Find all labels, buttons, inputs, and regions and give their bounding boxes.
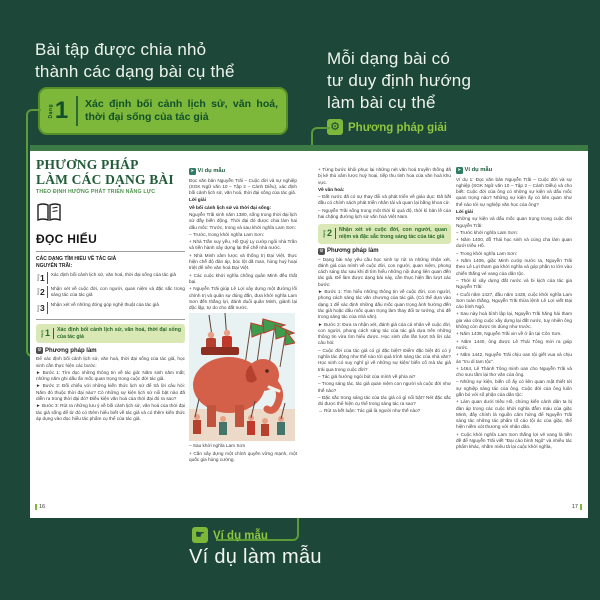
dang-number: 1 xyxy=(40,272,45,283)
lam-son-illustration xyxy=(189,313,295,441)
text-line: ► Bước 2: Đối chiếu với những kiến thức lịch sử để trả lời câu hỏi: Năm đó thuộc thời đại nào? Có những sự kiện lịch sử nổi bật nào đã diễn ra trong thời đại đó? Điều kiện văn hoá của thời đại đó ra sao? xyxy=(36,383,185,402)
dang-list-item xyxy=(36,286,185,300)
title-line: làm bài cụ thể xyxy=(327,93,436,112)
text-line: ► Bước 2: Đưa ra nhận xét, đánh giá của cá nhân về cuộc đời, con người, phong cách sáng tác của tác giả dựa trên những thông tin vừa tìm hiểu được. Học sinh cần lần lượt trả lời các câu hỏi: xyxy=(318,321,451,346)
text-line: Ví dụ 1: Đọc văn bản Nguyễn Trãi – Cuộc đời và sự nghiệp (SGK Ngữ văn 10 – Tập 2 – Cánh Diều) và cho biết: Cuộc đời của ông có những sự kiện và dấu mốc quan trọng nào? Những sự kiện ấy có liên quan như thế nào tới sự nghiệp văn học của ông? xyxy=(456,176,572,207)
method-heading-label: Phương pháp làm xyxy=(45,347,97,354)
dang-label: Dạng xyxy=(47,103,54,119)
text-line: – Trước, trong khởi nghĩa Lam Sơn: xyxy=(189,231,265,237)
method-paragraphs xyxy=(318,257,451,415)
dang-number: 3 xyxy=(40,303,45,314)
arrow-icon: ➤ xyxy=(190,168,195,173)
open-book-icon xyxy=(36,202,62,223)
method-heading xyxy=(36,347,185,354)
dang-label: Dạng xyxy=(36,304,40,312)
text-line: + Năm 1439, Nguyễn Trãi xin về ở ẩn tại Côn Sơn. xyxy=(456,331,562,337)
text-line: + Nguyễn Trãi giúp Lê Lợi xây dựng một đường lối chính trị và quân sự đúng đắn, đưa khởi nghĩa Lam Sơn đến thắng lợi, đánh đuổi quân Minh, giành lại độc lập, tự do cho đất nước. xyxy=(189,286,297,311)
dang-number: 1 xyxy=(45,328,54,339)
title-line: PHƯƠNG PHÁP xyxy=(36,157,139,172)
divider xyxy=(36,319,185,320)
dang1-highlight-box xyxy=(36,324,185,343)
text-line: – Đặc sắc trong sáng tác của tác giả có gì nổi bật? Nét đặc sắc đó được thể hiện cụ thể trong sáng tác ra sao? xyxy=(318,394,451,407)
top-left-title xyxy=(35,39,235,83)
title-line: Bài tập được chia nhỏ xyxy=(35,40,207,59)
dang-item-badge xyxy=(36,272,48,284)
subheading: CÁC DẠNG TÌM HIỂU VỀ TÁC GIẢ xyxy=(36,256,117,262)
text-line: ► Bước 1: Tìm hiểu những thông tin về cuộc đời, con người, phong cách sáng tác văn chương của tác giả. (Có thể dựa vào dạng 1 để xác định những dấu mốc quan trọng ảnh hưởng đến tác giả hoặc dấu mốc quan trọng làm thay đổi tư tưởng, chủ đề trong sáng tác của nhà văn). xyxy=(318,289,451,320)
text-line: ► Bước 3: Rút ra những lưu ý về bối cảnh lịch sử, văn hoá của thời đại tác giả sống để từ đó có thêm hiểu biết về tác giả và có thêm kiến thức áp dụng vào đọc hiểu tác phẩm cụ thể của tác giả. xyxy=(36,403,185,421)
text-line: ► Bước 1: Tìm đọc những thông tin về tác giả: Năm sinh năm mất; những năm ghi dấu ấn mốc quan trọng trong cuộc đời tác giả. xyxy=(36,369,185,382)
dang2-highlight-box xyxy=(318,224,451,243)
dang-number-zone xyxy=(40,97,76,125)
text-line: + 1464, Lê Thánh Tông minh oan cho Nguyễn Trãi và cho sưu tầm lại thơ văn của ông. xyxy=(456,365,572,378)
text-line: – Nguyễn Trãi sống trong một thời kì quá độ, thời kì bản lề của hai chặng đường lịch sử văn hoá Việt Nam. xyxy=(318,207,451,220)
text-line: + Cuộc khởi nghĩa Lam Sơn thắng lợi vẻ vang là tiền đề để Nguyễn Trãi viết “Đại cáo bình Ngô” và nhiều tác phẩm khác, nhằm miêu tả lại cuộc khởi nghĩa, xyxy=(456,431,572,450)
method-badge-label: Phương pháp giải xyxy=(348,122,447,134)
text-line: + Làm quan dưới triều Hồ, chứng kiến cảnh dân ta bị đàn áp trong các cuộc khởi nghĩa đẫm máu của giặc Minh, đây chính là nguồn cảm hứng để Nguyễn Trãi sáng tác những tác phẩm tố cáo tội ác của giặc, thể hiện niềm xót thương với nhân dân. xyxy=(456,399,572,430)
dang-box-text: Xác định bối cảnh lịch sử, văn hoá, thời đại sống của tác giả xyxy=(57,327,181,340)
title-line: thành các dạng bài cụ thể xyxy=(35,62,235,81)
dang-label: Dạng xyxy=(322,230,326,238)
dang-number: 2 xyxy=(327,228,336,239)
text-line: Lời giải xyxy=(189,197,206,203)
left-page-column-2 xyxy=(189,168,297,464)
text-line: → Rút ra kết luận: Tác giả là người như thế nào? xyxy=(318,408,421,414)
text-line: + Sau này hoà bình lập lại, Nguyễn Trãi hăng hái tham gia vào công cuộc xây dựng lại đất nước, tuy nhiên ông không còn được tin dùng như trước. xyxy=(456,311,572,330)
gear-icon: ⚙ xyxy=(327,119,343,135)
text-line: + Cần xây dựng một chính quyền vững mạnh, một quốc gia hùng cường. xyxy=(189,450,297,463)
text-line: Về văn hoá: xyxy=(318,186,345,192)
page-number-left: 16 xyxy=(35,504,45,510)
text-line: – Những sự kiện, biến cố ấy có liên quan mật thiết tới sự nghiệp sáng tác của ông. Cuộc đời của ông luôn gắn bó với số phận của dân tộc: xyxy=(456,379,572,397)
text-line: Lời giải xyxy=(456,208,473,214)
dang-number: 1 xyxy=(54,97,69,124)
dang-label: Dạng xyxy=(36,273,40,282)
text-line: + Nhà Minh xâm lược và thống trị Đại Việt, thực hiện chế độ đàn áp, bóc lột dã man, hòng huỷ hoại triệt để nền văn hoá Đại Việt. xyxy=(189,252,297,271)
text-line: + Năm 1442, Nguyễn Trãi chịu oan tội giết vua và chịu án “tru di tam tộc”. xyxy=(456,352,572,364)
title-line: tư duy định hướng xyxy=(327,71,472,90)
gear-icon: ⚙ xyxy=(319,247,324,254)
dang-list-item xyxy=(36,272,185,284)
dang-item-text: Xác định bối cảnh lịch sử, văn hoá, thời đại sống của tác giả xyxy=(50,271,177,277)
example-heading-label: Ví dụ mẫu xyxy=(464,167,493,174)
text-line: Về bối cảnh lịch sử và thời đại sống: xyxy=(189,204,272,210)
arrow-icon: ➤ xyxy=(457,167,462,172)
text-line: – Dạng bài này yêu cầu học sinh tự rút ra những nhận xét, đánh giá của mình về cuộc đời, con người, quan niệm, phong cách sáng tác sau khi đi tìm hiểu những nội dung liên quan đến tác giả. Để làm được dạng bài này, cần thực hiện lần lượt các bước: xyxy=(318,256,451,287)
dang-box-text: Nhận xét về cuộc đời, con người, quan niệm và đặc sắc trong sáng tác của tác giả xyxy=(339,227,447,240)
hand-pointer-icon: ☛ xyxy=(192,527,208,543)
dang-item-text: Nhận xét về cuộc đời, con người, quan niệm và đặc sắc trong sáng tác của tác giả xyxy=(50,286,185,298)
bottom-caption: Ví dụ làm mẫu xyxy=(189,546,322,568)
example-badge-label: Ví dụ mẫu xyxy=(213,530,268,542)
divider xyxy=(76,96,78,126)
gear-icon: ⚙ xyxy=(37,347,42,354)
text-line: Những sự kiện và dấu mốc quan trọng trong cuộc đời Nguyễn Trãi: xyxy=(456,216,572,228)
example-heading xyxy=(456,167,572,174)
text-line: – Trong khởi nghĩa Lam Sơn: xyxy=(456,250,518,256)
method-paragraphs xyxy=(36,356,185,422)
dang-label: Dạng xyxy=(36,288,40,296)
dang-item-badge xyxy=(36,302,48,314)
text-line: + Cuối năm 1427, đầu năm 1428, cuộc khởi nghĩa Lam Sơn toàn thắng, Nguyễn Trãi thừa lệnh Lê Lợi viết Đại cáo bình Ngô. xyxy=(456,291,572,310)
text-line: – Đất nước đã có sự thay đổi và phát triển về giáo dục: Đã bắt đầu có chính sách phát triển nhân tài và quan lại bằng khoa cử. xyxy=(318,194,451,206)
right-page-column-2 xyxy=(456,167,572,452)
text-line: Đọc văn bản Nguyễn Trãi – Cuộc đời và sự nghiệp (SGK Ngữ văn 10 – Tập 2 – Cánh Diều), xác định bối cảnh lịch sử, văn hoá, thời đại sống của tác giả. xyxy=(189,177,297,196)
illustration-caption xyxy=(189,443,297,463)
method-heading xyxy=(318,248,451,255)
culture-paragraphs xyxy=(318,167,451,220)
book-spread xyxy=(30,145,588,518)
book-method-title xyxy=(36,158,185,187)
text-line: – Cuộc đời của tác giả có gì đặc biệt? Điểm đặc biệt đó có ý nghĩa tác động như thế nào tới quá trình sáng tác của nhà văn? Học sinh có suy nghĩ gì về những sự kiện/ biến cố mà tác giả trải qua trong cuộc đời? xyxy=(318,347,451,372)
dang-box-text: Xác định bối cảnh lịch sử, văn hoá, thời đại sống của tác giả xyxy=(85,98,278,123)
dang-1-callout-box xyxy=(38,87,288,135)
text-line: – Sau khởi nghĩa Lam Sơn xyxy=(189,443,246,449)
page-top-bar xyxy=(30,145,588,151)
title-line: LÀM CÁC DẠNG BÀI xyxy=(36,171,174,187)
right-page-column-1 xyxy=(318,167,451,416)
method-heading-label: Phương pháp làm xyxy=(327,248,379,255)
dang-label: Dạng xyxy=(40,329,44,338)
text-line: + Năm 1440, ông được Lê Thái Tông mời ra giúp nước. xyxy=(456,338,572,350)
example-heading xyxy=(189,168,297,175)
book-method-subtitle: THEO ĐỊNH HƯỚNG PHÁT TRIỂN NĂNG LỰC xyxy=(36,189,156,195)
left-page-column-1 xyxy=(36,158,185,423)
title-line: Mỗi dạng bài có xyxy=(327,49,451,68)
text-line: + Năm 1406, giặc Minh cướp nước ta, Nguyễn Trãi theo Lê Lợi tham gia khởi nghĩa và góp phần to lớn vào chiến thắng vẻ vang của dân tộc. xyxy=(456,258,572,276)
text-line: – Thời kì xây dựng đất nước và bi kịch của tác gia Nguyễn Trãi: xyxy=(456,277,572,290)
text-line: + Nhà Trần suy yếu, Hồ Quý Ly cướp ngôi nhà Trần và tiến hành xây dựng lại thể chế nhà nước. xyxy=(189,239,297,251)
text-line: Để xác định bối cảnh lịch sử, văn hoá, thời đại sống của tác giả, học sinh cần thực hiện các bước: xyxy=(36,356,185,368)
dang-item-badge xyxy=(36,286,48,298)
text-line: – Trước khởi nghĩa Lam Sơn: xyxy=(456,229,518,235)
divider xyxy=(36,251,185,252)
example-heading-label: Ví dụ mẫu xyxy=(197,168,226,175)
subheading: NGUYỄN TRÃI: xyxy=(36,263,73,269)
text-line: – Trong sáng tác, tác giả quan niệm con người và cuộc đời như thế nào? xyxy=(318,381,451,393)
text-line: + Từng bước khôi phục lại những nét văn hoá truyền thống đã bị kẻ thù xâm lược huỷ hoại, tiếp thu tinh hoa của văn hoá khu vực. xyxy=(318,167,451,185)
dang-number: 2 xyxy=(40,287,45,297)
example-paragraphs xyxy=(456,177,572,451)
text-line: + Các cuộc khởi nghĩa chống quân Minh đều thất bại. xyxy=(189,272,297,284)
text-line: + Năm 1400, đỗ Thái học sinh và cùng cha làm quan dưới triều Hồ. xyxy=(456,237,572,249)
section-title: ĐỌC HIỂU xyxy=(36,232,98,246)
text-line: – Tác giả hướng ngòi bút của mình về phía ai? xyxy=(318,373,416,379)
dang-item-text: Nhận xét về những đóng góp nghệ thuật của tác giả xyxy=(50,302,159,308)
page-number-right: 17 xyxy=(572,504,582,510)
text-line: Nguyễn Trãi sinh năm 1380, sống trong thời đại lịch sử đầy biến động. Thời đại đó được chia làm hai dấu mốc: Trước, trong và sau khởi nghĩa Lam Sơn: xyxy=(189,211,297,230)
top-right-title xyxy=(327,48,471,114)
dang-list-item xyxy=(36,302,185,314)
example-paragraphs xyxy=(189,178,297,312)
